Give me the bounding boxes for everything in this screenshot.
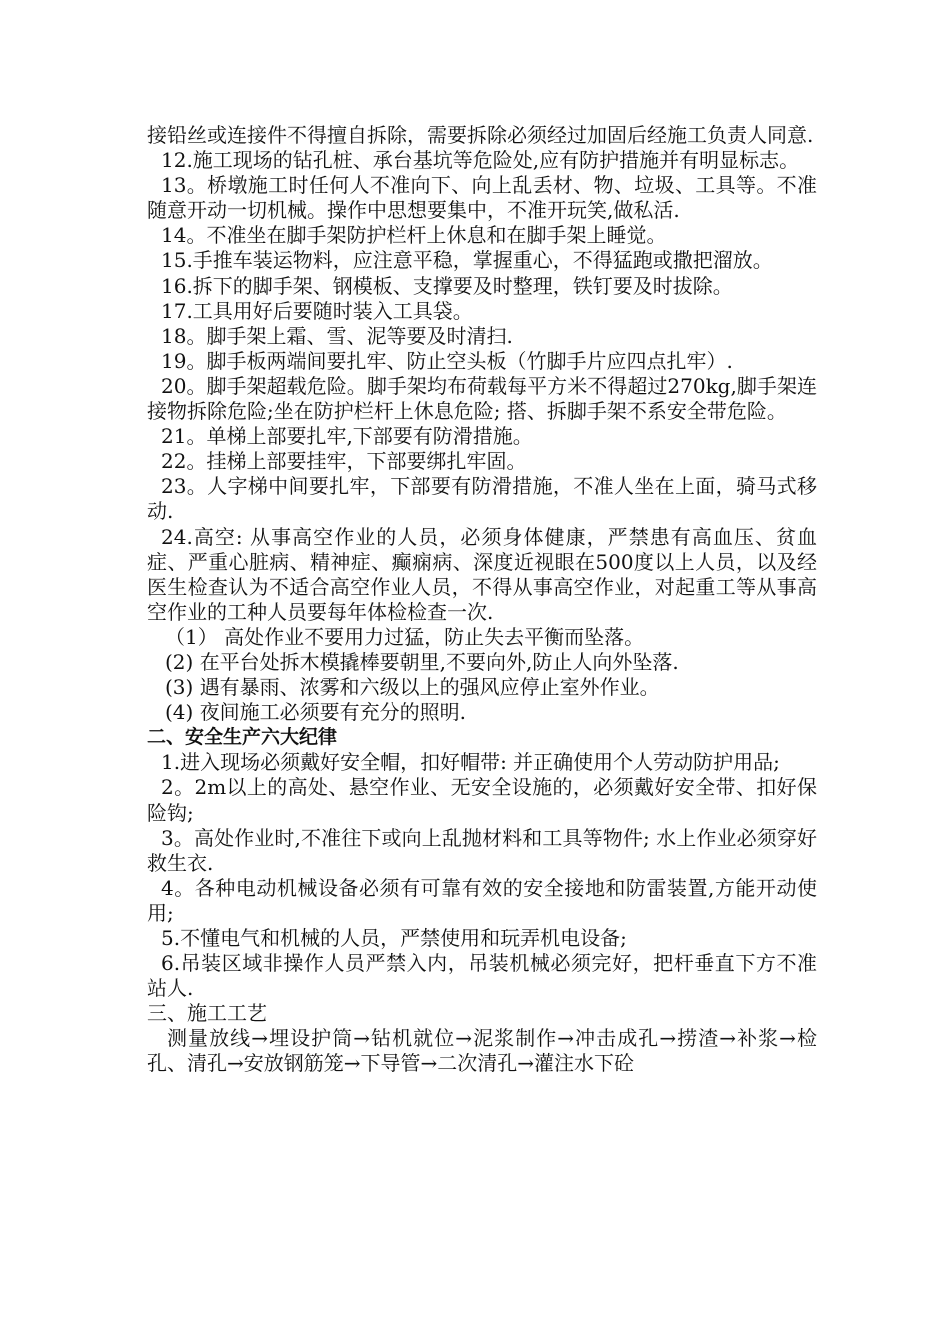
paragraph: 12.施工现场的钻孔桩、承台基坑等危险处,应有防护措施并有明显标志。 bbox=[161, 148, 800, 173]
list-item: 3。高处作业时,不准往下或向上乱抛材料和工具等物件; 水上作业必须穿好救生衣. bbox=[147, 825, 817, 875]
sub-item: （1） 高处作业不要用力过猛，防止失去平衡而坠落。 bbox=[165, 624, 645, 649]
list-item: 6.吊装区域非操作人员严禁入内，吊装机械必须完好，把杆垂直下方不准站人. bbox=[147, 951, 817, 1001]
section-heading: 二、安全生产六大纪律 bbox=[147, 726, 338, 749]
document-body bbox=[147, 123, 817, 1077]
paragraph: 20。脚手架超载危险。脚手架均布荷载每平方米不得超过270kg,脚手架连接物拆除危险;坐在防护栏杆上休息危险; 搭、拆脚手架不系安全带危险。 bbox=[147, 373, 817, 424]
list-item: 1.进入现场必须戴好安全帽，扣好帽带: 并正确使用个人劳动防护用品; bbox=[161, 750, 780, 775]
paragraph: 22。挂梯上部要挂牢，下部要绑扎牢固。 bbox=[161, 449, 527, 474]
sub-item: (4) 夜间施工必须要有充分的照明. bbox=[165, 700, 467, 725]
paragraph: 16.拆下的脚手架、钢模板、支撑要及时整理，铁钉要及时拔除。 bbox=[161, 273, 733, 298]
paragraph: 17.工具用好后要随时装入工具袋。 bbox=[161, 298, 473, 323]
paragraph: 13。桥墩施工时任何人不准向下、向上乱丢材、物、垃圾、工具等。不准随意开动一切机械。操作中思想要集中，不准开玩笑,做私活. bbox=[147, 173, 817, 223]
sub-item: (2) 在平台处拆木模撬棒要朝里,不要向外,防止人向外坠落. bbox=[165, 649, 679, 674]
process-flow: 测量放线→埋设护筒→钻机就位→泥浆制作→冲击成孔→捞渣→补浆→检孔、清孔→安放钢筋笼→下导管→二次清孔→灌注水下砼 bbox=[147, 1026, 817, 1076]
list-item: 2。2m以上的高处、悬空作业、无安全设施的，必须戴好安全带、扣好保险钩; bbox=[147, 775, 817, 825]
paragraph: 24.高空: 从事高空作业的人员，必须身体健康，严禁患有高血压、贫血症、严重心脏病、精神症、癫痫病、深度近视眼在500度以上人员，以及经医生检查认为不适合高空作业人员，不得从事高空作业，对起重工等从事高空作业的工种人员要每年体检检查一次. bbox=[147, 524, 817, 624]
paragraph: 14。不准坐在脚手架防护栏杆上休息和在脚手架上睡觉。 bbox=[161, 223, 667, 248]
list-item: 5.不懂电气和机械的人员，严禁使用和玩弄机电设备; bbox=[161, 926, 627, 950]
paragraph: 接铅丝或连接件不得擅自拆除，需要拆除必须经过加固后经施工负责人同意. bbox=[147, 123, 814, 147]
paragraph: 23。人字梯中间要扎牢，下部要有防滑措施，不准人坐在上面，骑马式移动. bbox=[147, 474, 817, 524]
paragraph: 18。脚手架上霜、雪、泥等要及时清扫. bbox=[161, 323, 513, 348]
paragraph: 19。脚手板两端间要扎牢、防止空头板（竹脚手片应四点扎牢）. bbox=[161, 348, 733, 373]
list-item: 4。各种电动机械设备必须有可靠有效的安全接地和防雷装置,方能开动使用; bbox=[147, 875, 817, 925]
section-heading: 三、施工工艺 bbox=[147, 1001, 267, 1026]
paragraph: 21。单梯上部要扎牢,下部要有防滑措施。 bbox=[161, 424, 533, 449]
sub-item: (3) 遇有暴雨、浓雾和六级以上的强风应停止室外作业。 bbox=[165, 675, 660, 700]
paragraph: 15.手推车装运物料，应注意平稳，掌握重心，不得猛跑或撒把溜放。 bbox=[161, 248, 773, 273]
